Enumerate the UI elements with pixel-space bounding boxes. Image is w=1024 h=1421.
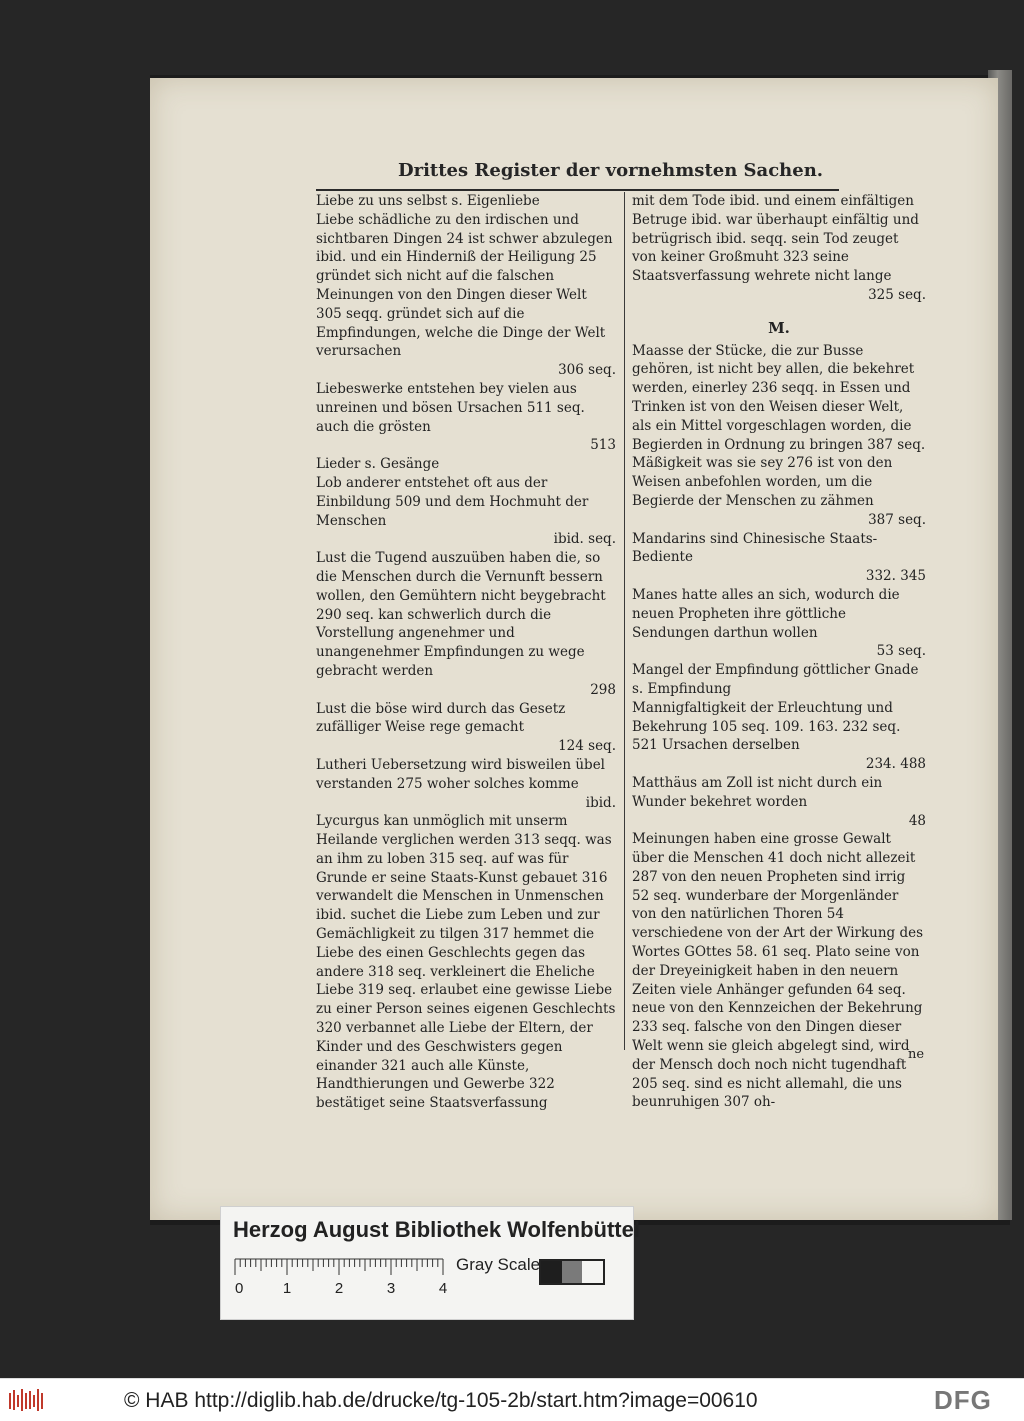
right-column (632, 192, 926, 1112)
entry-text: Liebe zu uns selbst s. Eigenliebe (316, 193, 540, 209)
entry-text: Matthäus am Zoll ist nicht durch ein Wunder bekehret worden (632, 774, 883, 810)
ruler-number: 3 (386, 1280, 396, 1297)
entry-text: mit dem Tode ibid. und einem einfältigen Betruge ibid. war überhaupt einfältig und betrügrisch ibid. seqq. sein Tod zeuget von keiner Großmuht 323 seine Staatsverfassung wehrete nicht lange (632, 193, 919, 285)
index-entry (316, 700, 616, 756)
index-entry (632, 342, 926, 455)
index-entry (316, 474, 616, 549)
entry-text: Mannigfaltigkeit der Erleuchtung und Bekehrung 105 seq. 109. 163. 232 seq. 521 Ursachen derselben (632, 699, 901, 754)
entry-page-ref: ibid. (585, 794, 616, 811)
entry-text: Liebeswerke entstehen bey vielen aus unreinen und bösen Ursachen 511 seq. auch die grösten (316, 380, 585, 435)
index-entry (632, 661, 926, 699)
index-entry (632, 586, 926, 661)
entry-text: Manes hatte alles an sich, wodurch die neuen Propheten ihre göttliche Sendungen darthun wollen (632, 586, 900, 641)
entry-text: Mäßigkeit was sie sey 276 ist von den Weisen anbefohlen worden, um die Begierde der Menschen zu zähmen (632, 455, 893, 509)
index-entry (316, 455, 616, 474)
index-entry (632, 699, 926, 774)
footer-bar (0, 1378, 1024, 1421)
index-entry (632, 454, 926, 529)
entry-page-ref: ibid. seq. (553, 531, 616, 548)
entry-page-ref: 298 (590, 681, 616, 698)
index-entry (316, 380, 616, 455)
footer-credit-link[interactable]: © HAB http://diglib.hab.de/drucke/tg-105-2b/start.htm?image=00610 (124, 1389, 758, 1412)
entry-text: Lieder s. Gesänge (316, 456, 440, 473)
hab-logo-icon (8, 1387, 46, 1413)
catchword: ne (908, 1047, 925, 1062)
index-entry (316, 192, 616, 211)
index-entry (316, 812, 616, 1113)
running-head-rule (316, 189, 839, 191)
entry-page-ref: 513 (590, 437, 616, 454)
entry-page-ref: 325 seq. (868, 286, 926, 303)
index-entry (632, 774, 926, 830)
entry-page-ref: 306 seq. (558, 362, 616, 379)
swatch-white (582, 1261, 603, 1283)
swatch-gray (562, 1261, 583, 1283)
section-letter: M. (768, 318, 790, 337)
index-entry (632, 192, 926, 305)
entry-text: Meinungen haben eine grosse Gewalt über die Menschen 41 doch nicht allezeit 287 von den neuen Propheten sind irrig 52 seq. wunderbare der Morgenländer von den natürlichen Thoren 54 verschiedene von der Art der Wirkung des Wortes GOttes 58. 61 seq. Plato seine von der Dreyeinigkeit haben in den neuern Zeiten viele Anhänger gefunden 64 seq. neue von den Kennzeichen der Bekehrung 233 seq. falsche von den Dingen dieser Welt wenn sie gleich abgelegt sind, wird der Mensch doch noch nicht tugendhaft 205 seq. sind es nicht allemahl, die uns beunruhigen 307 oh- (632, 831, 924, 1111)
library-label (220, 1206, 640, 1320)
index-entry (632, 530, 926, 586)
index-entry (316, 549, 616, 699)
entry-page-ref: 332. 345 (865, 568, 926, 585)
gray-scale-swatches (539, 1259, 605, 1285)
library-name: Herzog August Bibliothek Wolfenbüttel (233, 1217, 640, 1242)
ruler-scale (233, 1257, 448, 1297)
entry-page-ref: 124 seq. (558, 738, 616, 755)
entry-text: Liebe schädliche zu den irdischen und sichtbaren Dingen 24 ist schwer abzulegen ibid. und ein Hinderniß der Heiligung 25 gründet sich nicht auf die falschen Meinungen von den Dingen dieser Welt 305 seqq. gründet sich auf die Empfindungen, welche die Dinge der Welt verursachen (316, 211, 613, 360)
entry-page-ref: 48 (908, 812, 926, 829)
running-head: Drittes Register der vornehmsten Sachen. (398, 160, 824, 181)
left-column (316, 192, 616, 1113)
entry-text: Lutheri Uebersetzung wird bisweilen übel verstanden 275 woher solches komme (316, 756, 606, 792)
index-entry (316, 756, 616, 812)
ruler-number: 0 (235, 1280, 244, 1297)
swatch-black (541, 1261, 562, 1283)
index-entry (316, 211, 616, 380)
entry-text: Lob anderer entstehet oft aus der Einbildung 509 und dem Hochmuht der Menschen (316, 474, 589, 529)
entry-text: Mangel der Empfindung göttlicher Gnade s. Empfindung (632, 662, 919, 697)
entry-text: Lust die böse wird durch das Gesetz zufälliger Weise rege gemacht (316, 700, 566, 736)
ruler-number: 1 (282, 1280, 292, 1297)
entry-text: Lycurgus kan unmöglich mit unserm Heilande verglichen werden 313 seqq. was an ihm zu loben 315 seq. auf was für Grunde er seine Staats-Kunst gebauet 316 verwandelt die Menschen in Unmenschen ibid. suchet die Liebe zum Leben und zur Gemächligkeit zu tilgen 317 hemmet die Liebe des einen Geschlechts gegen das andere 318 seq. verkleinert die Eheliche Liebe 319 seq. erlaubet eine gewisse Liebe zu einer Person seines eigenen Geschlechts 320 verbannet alle Liebe der Eltern, der Kinder und des Geschwisters gegen einander 321 auch alle Künste, Handthierungen und Gewerbe 322 bestätiget seine Staatsverfassung (316, 813, 616, 1112)
index-entry (632, 830, 926, 1112)
entry-page-ref: 234. 488 (865, 756, 926, 773)
dfg-logo: DFG (934, 1385, 992, 1415)
entry-text: Mandarins sind Chinesische Staats-Bediente (632, 530, 878, 566)
gray-scale-label: Gray Scale (456, 1255, 541, 1274)
ruler-number: 4 (438, 1280, 448, 1297)
ruler-number: 2 (334, 1280, 344, 1297)
entry-page-ref: 53 seq. (876, 643, 926, 660)
entry-text: Maasse der Stücke, die zur Busse gehören, ist nicht bey allen, die bekehret werden, einerley 236 seqq. in Essen und Trinken ist von den Weisen dieser Welt, als ein Mittel vorgeschlagen worden, die Begierden in Ordnung zu bringen 387 seq. (632, 342, 926, 453)
column-divider (624, 192, 625, 1050)
entry-page-ref: 387 seq. (868, 511, 926, 528)
entry-text: Lust die Tugend auszuüben haben die, so die Menschen durch die Vernunft bessern wollen, den Gemühtern nicht beygebracht 290 seq. kan schwerlich durch die Vorstellung angenehmer und unangenehmer Empfindungen zu wege gebracht werden (316, 550, 606, 679)
